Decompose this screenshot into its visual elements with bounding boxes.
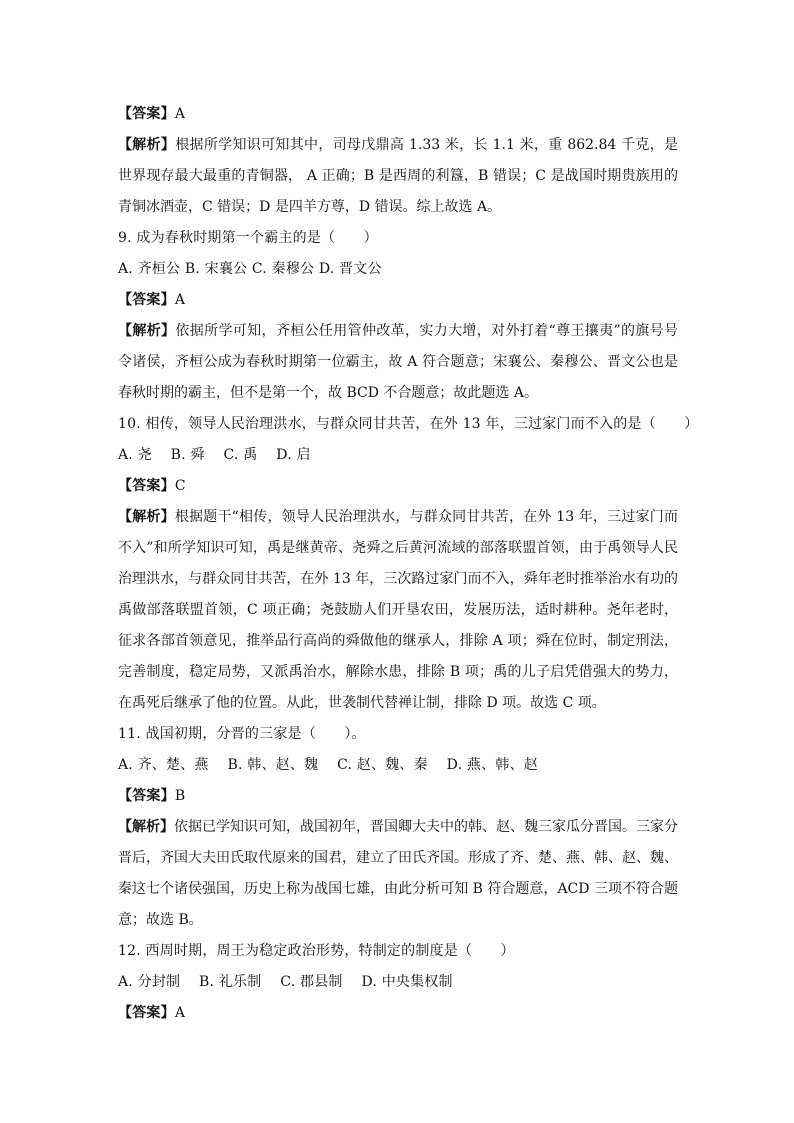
answer-label: 【答案】 [118,788,175,804]
analysis-text: 根据所学知识可知其中，司母戊鼎高 1.33 米，长 1.1 米，重 862.84 千克，是世界现存最大最重的青铜器， A 正确；B 是西周的利簋，B 错误；C 是战国时期贵族用的青铜冰酒壶，C 错误；D 是四羊方尊，D 错误。综上故选 A。 [118,137,679,215]
analysis-paragraph [118,502,678,719]
answer-value: B [174,788,186,804]
answer-label: 【答案】 [118,292,175,308]
answer-line [118,471,678,502]
answer-value: A [174,292,186,308]
analysis-text: 根据题干“相传，领导人民治理洪水，与群众同甘共苦，在外 13 年，三过家门而不入”和所学知识可知，禹是继黄帝、尧舜之后黄河流域的部落联盟首领，由于禹领导人民治理洪水，与群众同甘共苦，在外 13 年，三次路过家门而不入，舜年老时推举治水有功的禹做部落联盟首领，C 项正确；尧鼓励人们开垦农田，发展历法，适时耕种。尧年老时，征求各部首领意见，推举品行高尚的舜做他的继承人，排除 A 项；舜在位时，制定刑法，完善制度，稳定局势，又派禹治水，解除水患，排除 B 项；禹的儿子启凭借强大的势力，在禹死后继承了他的位置。从此，世袭制代替禅让制，排除 D 项。故选 C 项。 [118,509,679,711]
question-stem: 10. 相传，领导人民治理洪水，与群众同甘共苦，在外 13 年，三过家门而不入的是（ ） [118,416,699,432]
question-stem: 9. 成为春秋时期第一个霸主的是（ ） [118,230,378,246]
answer-value: A [174,106,186,122]
answer-value: A [174,1005,186,1021]
answer-label: 【答案】 [118,106,175,122]
analysis-text: 依据已学知识可知，战国初年，晋国卿大夫中的韩、赵、魏三家瓜分晋国。三家分晋后，齐国大夫田氏取代原来的国君，建立了田氏齐国。形成了齐、楚、燕、韩、赵、魏、秦这七个诸侯强国，历史上称为战国七雄，由此分析可知 B 符合题意，ACD 三项不符合题意；故选 B。 [118,819,678,928]
question-options: A. 齐桓公 B. 宋襄公 C. 秦穆公 D. 晋文公 [118,261,382,277]
analysis-paragraph [118,316,678,409]
analysis-text: 依据所学可知，齐桓公任用管仲改革，实力大增，对外打着“尊王攘夷”的旗号号令诸侯，齐桓公成为春秋时期第一位霸主，故 A 符合题意；宋襄公、秦穆公、晋文公也是春秋时期的霸主，但不是第一个，故 BCD 不合题意；故此题选 A。 [118,323,679,401]
answer-line [118,285,678,316]
analysis-paragraph [118,130,678,223]
question-stem: 12. 西周时期，周王为稳定政治形势，特制定的制度是（ ） [118,943,515,959]
answer-label: 【答案】 [118,1005,175,1021]
question-options: A. 分封制 B. 礼乐制 C. 郡县制 D. 中央集权制 [118,974,453,990]
answer-line [118,998,678,1029]
answer-line [118,781,678,812]
answer-value: C [174,478,186,494]
analysis-label: 【解析】 [118,323,176,339]
answer-line [118,99,678,130]
question-options: A. 齐、楚、燕 B. 韩、赵、魏 C. 赵、魏、秦 D. 燕、韩、赵 [118,757,538,773]
analysis-label: 【解析】 [118,509,175,525]
document-page [118,99,699,1029]
question-options: A. 尧 B. 舜 C. 禹 D. 启 [118,447,311,463]
analysis-paragraph [118,812,678,936]
answer-label: 【答案】 [118,478,175,494]
analysis-label: 【解析】 [118,819,174,835]
analysis-label: 【解析】 [118,137,176,153]
question-stem: 11. 战国初期，分晋的三家是（ ）。 [118,726,366,742]
